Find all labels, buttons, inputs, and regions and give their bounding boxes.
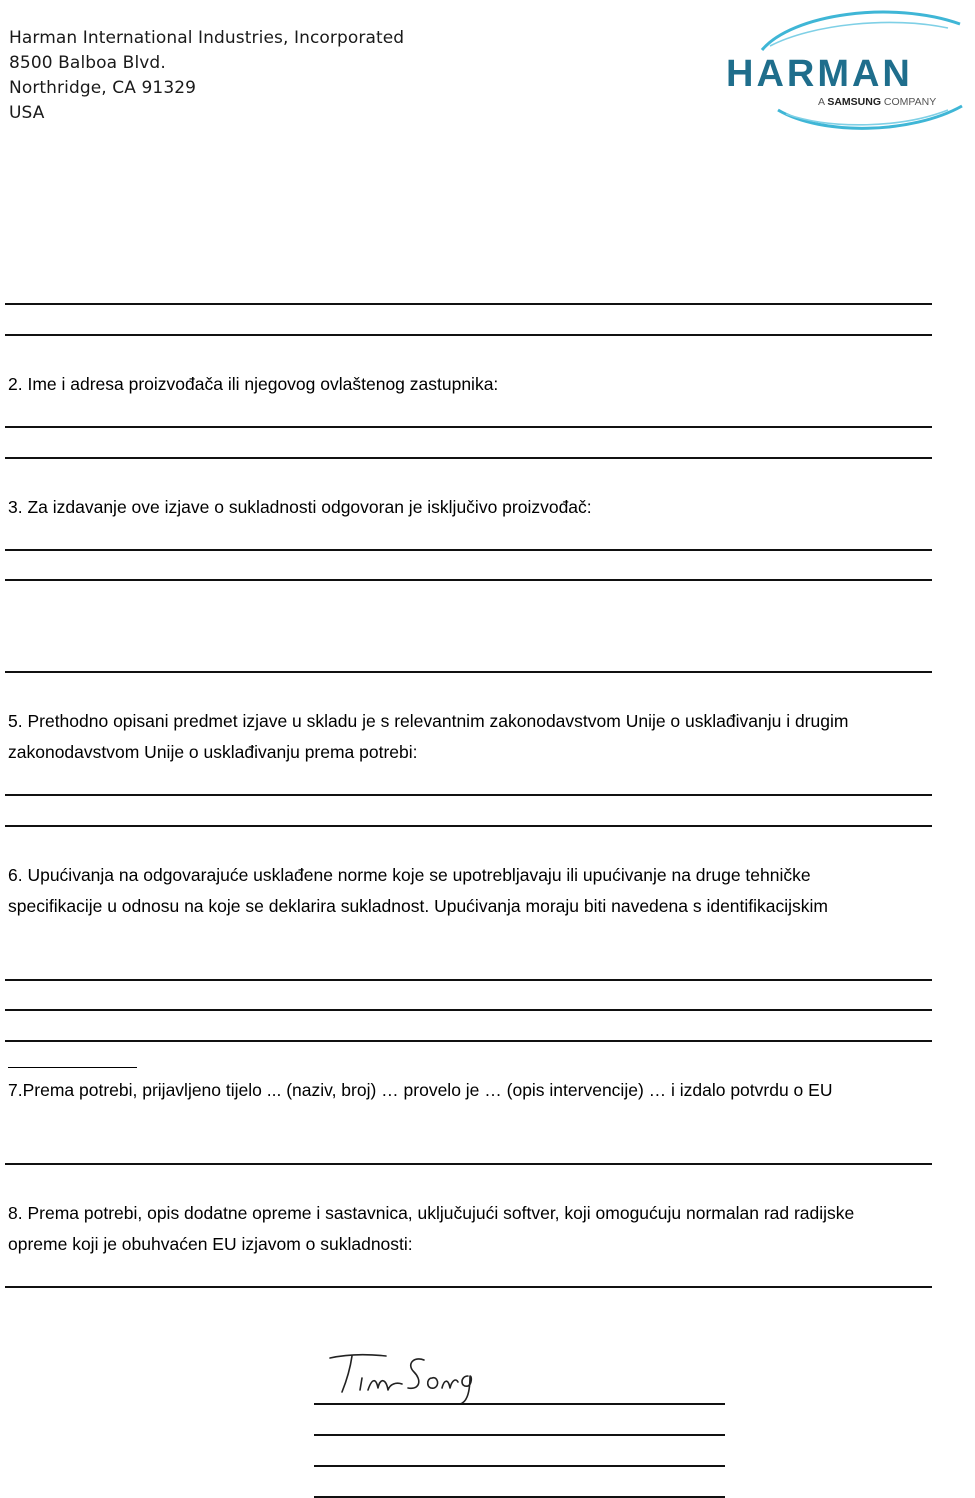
section-6-text-line-1: 6. Upućivanja na odgovarajuće usklađene norme koje se upotrebljavaju ili upućivanje na druge tehničke	[8, 865, 811, 885]
signature-line	[314, 1403, 725, 1405]
harman-logo-icon	[722, 6, 972, 134]
manufacturer-address	[9, 26, 404, 126]
section-5-text-line-1: 5. Prethodno opisani predmet izjave u skladu je s relevantnim zakonodavstvom Unije o usklađivanju i drugim	[8, 711, 849, 731]
logo-tagline: A SAMSUNG COMPANY	[818, 96, 937, 108]
section-6-text-line-2: specifikacije u odnosu na koje se deklarira sukladnost. Upućivanja moraju biti navedena s identifikacijskim	[8, 896, 829, 916]
section-3-text: 3. Za izdavanje ove izjave o sukladnosti odgovoran je isključivo proizvođač:	[8, 497, 592, 517]
section-7-text: 7.Prema potrebi, prijavljeno tijelo ... (naziv, broj) … provelo je … (opis intervencije) … i izdalo potvrdu o EU	[8, 1080, 833, 1100]
fill-line	[5, 579, 932, 581]
fill-line	[5, 426, 932, 428]
fill-line	[5, 979, 932, 981]
section-8-text-line-2: opreme koji je obuhvaćen EU izjavom o sukladnosti:	[8, 1234, 413, 1254]
logo-wordmark: HARMAN	[726, 53, 913, 95]
fill-line	[5, 549, 932, 551]
handwritten-signature-icon	[328, 1346, 478, 1408]
section-5-text-line-2: zakonodavstvom Unije o usklađivanju prema potrebi:	[8, 742, 418, 762]
fill-line	[5, 457, 932, 459]
address-line-company: Harman International Industries, Incorporated	[9, 28, 405, 48]
section-2-text: 2. Ime i adresa proizvođača ili njegovog ovlaštenog zastupnika:	[8, 374, 499, 394]
fill-line	[5, 1163, 932, 1165]
fill-line	[5, 303, 932, 305]
address-line-city: Northridge, CA 91329	[9, 78, 197, 98]
fill-line	[5, 1009, 932, 1011]
address-line-country: USA	[9, 103, 45, 123]
fill-line	[5, 825, 932, 827]
address-line-street: 8500 Balboa Blvd.	[9, 53, 166, 73]
fill-line	[5, 794, 932, 796]
fill-line	[5, 671, 932, 673]
footnote-separator	[8, 1067, 137, 1068]
fill-line	[5, 334, 932, 336]
name-line	[314, 1434, 725, 1436]
logo-upper-arc	[762, 12, 960, 50]
fill-line	[5, 1040, 932, 1042]
section-8-text-line-1: 8. Prema potrebi, opis dodatne opreme i sastavnica, uključujući softver, koji omogućuju normalan rad radijske	[8, 1203, 855, 1223]
fill-line	[5, 1286, 932, 1288]
title-line	[314, 1465, 725, 1467]
